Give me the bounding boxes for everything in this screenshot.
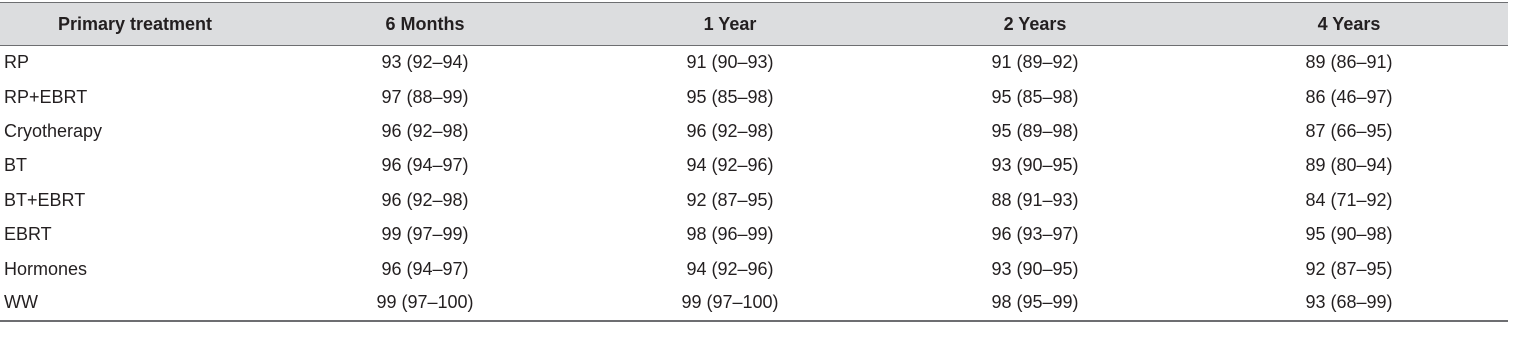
cell-one-year: 98 (96–99): [686, 224, 774, 245]
cell-one-year: 95 (85–98): [686, 86, 774, 107]
header-row: [0, 3, 1508, 46]
header-1-year: 1 Year: [580, 3, 880, 46]
cell-four-years: 93 (68–99): [1190, 286, 1508, 320]
cell-four-years: 92 (87–95): [1305, 258, 1393, 279]
cell-one-year: 96 (92–98): [686, 120, 774, 141]
cell-two-years: 95 (85–98): [991, 86, 1079, 107]
cell-one-year: 94 (92–96): [686, 155, 774, 176]
cell-four-years: 89 (86–91): [1305, 52, 1393, 73]
table-row: [0, 46, 1508, 80]
table-row: [0, 80, 1508, 114]
cell-one-year: 99 (97–100): [580, 286, 880, 320]
cell-one-year: 92 (87–95): [686, 189, 774, 210]
table-row: [0, 114, 1508, 148]
cell-six-months: 93 (92–94): [381, 52, 469, 73]
cell-treatment: WW: [0, 286, 270, 320]
cell-four-years: 86 (46–97): [1305, 86, 1393, 107]
table-row: [0, 286, 1508, 320]
cell-treatment: RP+EBRT: [4, 86, 88, 107]
cell-six-months: 96 (92–98): [381, 189, 469, 210]
cell-two-years: 93 (90–95): [991, 155, 1079, 176]
cell-two-years: 98 (95–99): [880, 286, 1190, 320]
header-primary-treatment: Primary treatment: [0, 3, 270, 46]
cell-treatment: Cryotherapy: [4, 120, 103, 141]
cell-treatment: BT: [4, 155, 28, 176]
header-2-years: 2 Years: [880, 3, 1190, 46]
cell-six-months: 97 (88–99): [381, 86, 469, 107]
cell-four-years: 89 (80–94): [1305, 155, 1393, 176]
cell-four-years: 87 (66–95): [1305, 120, 1393, 141]
table-header: [0, 3, 1508, 46]
header-4-years: 4 Years: [1190, 3, 1508, 46]
cell-treatment: Hormones: [4, 258, 88, 279]
cell-two-years: 95 (89–98): [991, 120, 1079, 141]
cell-two-years: 93 (90–95): [991, 258, 1079, 279]
cell-two-years: 88 (91–93): [991, 189, 1079, 210]
cell-six-months: 96 (94–97): [381, 155, 469, 176]
table-row: [0, 149, 1508, 183]
cell-two-years: 91 (89–92): [991, 52, 1079, 73]
cell-two-years: 96 (93–97): [991, 224, 1079, 245]
cell-treatment: RP: [4, 52, 30, 73]
cell-four-years: 84 (71–92): [1305, 189, 1393, 210]
table-row: [0, 252, 1508, 286]
table-row: [0, 217, 1508, 251]
cell-six-months: 96 (92–98): [381, 120, 469, 141]
cell-treatment: BT+EBRT: [4, 189, 86, 210]
header-6-months: 6 Months: [270, 3, 580, 46]
cell-one-year: 94 (92–96): [686, 258, 774, 279]
cell-six-months: 99 (97–100): [270, 286, 580, 320]
cell-one-year: 91 (90–93): [686, 52, 774, 73]
table-body: [0, 46, 1508, 321]
cell-six-months: 99 (97–99): [381, 224, 469, 245]
cell-six-months: 96 (94–97): [381, 258, 469, 279]
cell-four-years: 95 (90–98): [1305, 224, 1393, 245]
cell-treatment: EBRT: [4, 224, 52, 245]
survival-table: [0, 2, 1508, 322]
table-row: [0, 183, 1508, 217]
